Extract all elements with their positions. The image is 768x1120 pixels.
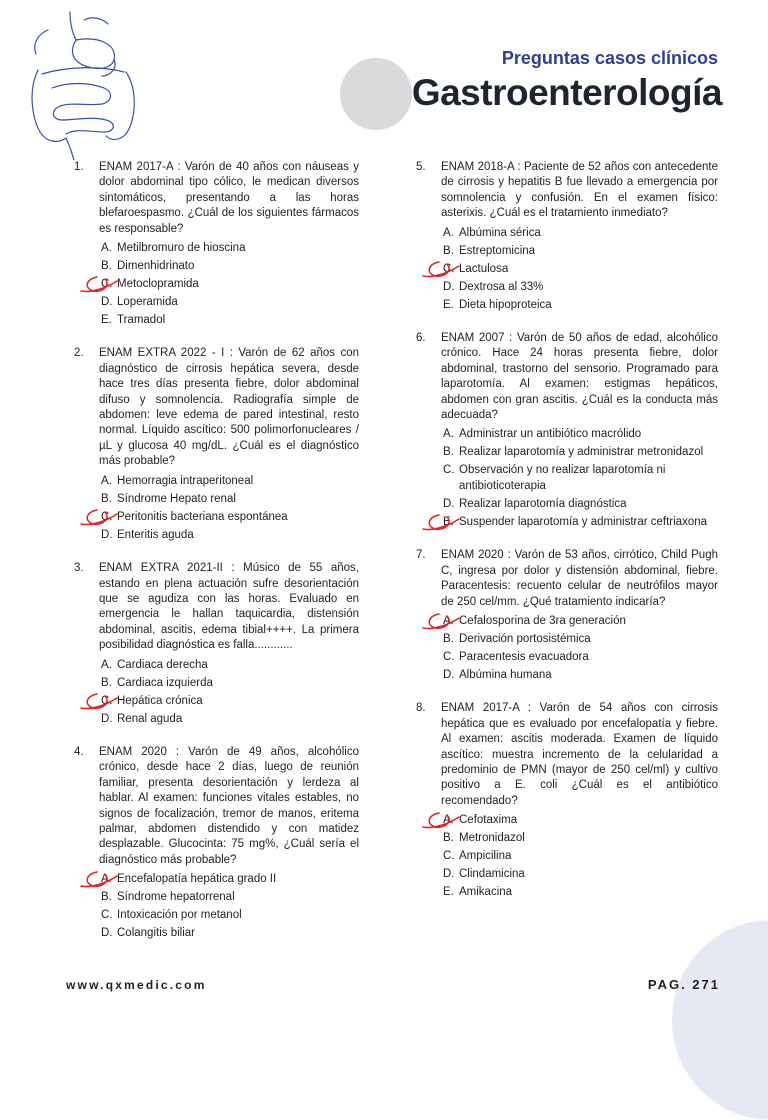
option-letter: C. [443,850,455,863]
option-text: Cefotaxima [459,814,518,827]
page-subtitle: Preguntas casos clínicos [501,48,718,68]
question-number: 4. [74,745,84,758]
option-text: Realizar laparotomía diagnóstica [459,497,627,510]
option-letter: E. [101,314,112,327]
option-letter: B. [443,244,454,257]
answer-option [101,872,359,887]
option-letter: A. [101,242,112,255]
option-letter: E. [443,298,454,311]
option-text: Síndrome hepatorrenal [117,891,235,904]
option-letter: D. [101,927,113,940]
option-letter: A. [443,428,454,441]
question-item [416,331,718,530]
answer-option [101,926,359,941]
answer-option [443,445,718,460]
question-item [74,561,359,727]
answer-option [101,676,359,691]
options-list [443,813,718,900]
answer-option [443,515,718,530]
option-text: Tramadol [117,314,166,327]
option-letter: A. [101,658,112,671]
question-text: ENAM 2018-A : Paciente de 52 años con antecedente de cirrosis y hepatitis B fue llevado a emergencia por somnolencia y confusión. En el examen físico: asterixis. ¿Cuál es el tratamiento inmediato? [441,161,718,220]
option-text: Clindamicina [459,868,525,881]
right-column [416,160,718,919]
answer-option [101,241,359,256]
option-letter: E. [443,515,454,528]
question-text: ENAM EXTRA 2022 - I : Varón de 62 años con diagnóstico de cirrosis hepática severa, desde hace tres días presenta fiebre, dolor abdominal difuso y somnolencia. Radiografía simple de abdomen: leve edema de pared intestinal, resto normal. Líquido ascítico: 500 polimorfonucleares /µL y glucosa 40 mg/dL. ¿Cuál es el diagnóstico más probable? [99,347,359,468]
option-letter: C. [443,262,455,275]
answer-option [443,463,718,494]
question-text: ENAM 2020 : Varón de 49 años, alcohólico crónico, desde hace 2 días, luego de reunión familiar, presenta desorientación y lerdeza al hablar. Al examen: funciones vitales estables, no signos de focalización, tremor de manos, eritema palmar, abdomen distendido y con matidez desplazable. Glucocinta: 75 mg%, ¿Cuál sería el diagnóstico más probable? [99,745,359,866]
option-text: Intoxicación por metanol [117,909,242,922]
option-letter: C. [101,909,113,922]
option-text: Hemorragia intraperitoneal [117,474,254,487]
option-letter: D. [101,712,113,725]
answer-option [101,259,359,274]
option-letter: E. [443,886,454,899]
option-letter: B. [443,832,454,845]
answer-option [101,492,359,507]
question-text: ENAM 2017-A : Varón de 40 años con náuseas y dolor abdominal tipo cólico, le medican diversos sintomáticos, presentando a las horas blefaroespasmo. ¿Cuál de los siguientes fármacos es responsable? [99,161,359,235]
option-text: Metoclopramida [117,278,199,291]
answer-option [443,813,718,828]
option-text: Amikacina [459,886,513,899]
question-number: 2. [74,347,84,360]
page-number: PAG. 271 [647,977,720,992]
option-text: Encefalopatía hepática grado II [117,873,277,886]
answer-option [101,528,359,543]
footer-website[interactable]: www.qxmedic.com [66,978,207,992]
question-item [74,745,359,942]
answer-option [101,510,359,525]
option-letter: C. [443,650,455,663]
option-letter: D. [101,528,113,541]
option-text: Metronidazol [459,832,525,845]
option-letter: A. [101,474,112,487]
answer-option [101,712,359,727]
options-list [443,427,718,530]
option-letter: A. [443,814,454,827]
option-letter: D. [443,497,455,510]
options-list [101,241,359,328]
option-text: Cardiaca derecha [117,658,208,671]
left-column [74,160,359,960]
question-number: 3. [74,562,84,575]
option-text: Paracentesis evacuadora [459,650,589,663]
option-text: Cardiaca izquierda [117,676,213,689]
answer-option [443,497,718,512]
answer-option [443,262,718,277]
question-item [416,160,718,313]
option-text: Renal aguda [117,712,183,725]
title-decoration-circle [340,58,412,130]
option-letter: A. [443,614,454,627]
options-list [101,658,359,727]
option-letter: C. [101,278,113,291]
option-text: Realizar laparotomía y administrar metronidazol [459,446,704,459]
option-letter: B. [101,891,112,904]
options-list [443,226,718,313]
question-number: 8. [416,702,426,715]
answer-option [443,849,718,864]
option-letter: B. [101,676,112,689]
question-text: ENAM 2007 : Varón de 50 años de edad, alcohólico crónico. Hace 24 horas presenta fiebre, dolor abdominal, trastorno del sensorio. Programado para laparotomía. Al examen: estigmas hepáticos, abdomen con gran ascitis. ¿Cuál es la conducta más adecuada? [441,332,718,422]
option-text: Albúmina sérica [459,226,541,239]
option-text: Administrar un antibiótico macrólido [459,428,642,441]
option-text: Ampicilina [459,850,512,863]
question-item [416,701,718,900]
answer-option [101,908,359,923]
answer-option [101,658,359,673]
digestive-system-icon [18,10,148,160]
question-item [416,548,718,683]
option-text: Hepática crónica [117,694,203,707]
option-text: Enteritis aguda [117,528,194,541]
option-letter: D. [443,668,455,681]
option-text: Lactulosa [459,262,509,275]
answer-option [101,295,359,310]
option-text: Suspender laparotomía y administrar ceftriaxona [459,515,708,528]
option-text: Dextrosa al 33% [459,280,544,293]
question-text: ENAM 2017-A : Varón de 54 años con cirrosis hepática que es evaluado por encefalopatía y fiebre. Al examen: ascitis moderada. Examen de líquido ascítico: muestra incremento de la celularidad a predominio de PMN (mayor de 250 cel/ml) y cultivo positivo a E. coli ¿Cuál es el antibiótico recomendado? [441,702,718,807]
option-letter: B. [101,260,112,273]
question-number: 7. [416,549,426,562]
answer-option [101,694,359,709]
option-letter: D. [101,296,113,309]
option-text: Peritonitis bacteriana espontánea [117,510,288,523]
option-letter: C. [443,464,455,477]
answer-option [443,650,718,665]
options-list [443,614,718,683]
answer-option [443,427,718,442]
answer-option [443,226,718,241]
question-text: ENAM 2020 : Varón de 53 años, cirrótico, Child Pugh C, ingresa por dolor y distensión abdominal, fiebre. Paracentesis: recuento celular de neutrófilos mayor de 250 cel/mm. ¿Qué tratamiento indicaría? [441,549,718,608]
option-letter: A. [101,873,112,886]
answer-option [101,890,359,905]
option-letter: C. [101,694,113,707]
option-letter: B. [443,632,454,645]
corner-decoration-circle [672,920,768,1120]
answer-option [443,280,718,295]
option-letter: B. [443,446,454,459]
answer-option [443,831,718,846]
question-item [74,346,359,543]
answer-option [443,885,718,900]
option-text: Metilbromuro de hioscina [117,242,246,255]
question-item [74,160,359,328]
question-number: 1. [74,161,84,173]
answer-option [101,313,359,328]
option-text: Derivación portosistémica [459,632,591,645]
answer-option [101,277,359,292]
option-text: Dimenhidrinato [117,260,195,273]
option-text: Estreptomicina [459,244,536,257]
answer-option [443,668,718,683]
option-text: Colangitis biliar [117,927,195,940]
option-text: Dieta hipoproteica [459,298,552,311]
answer-option [443,244,718,259]
option-text: Cefalosporina de 3ra generación [459,614,626,627]
option-text: Loperamida [117,296,178,309]
option-text: Síndrome Hepato renal [117,492,236,505]
answer-option [101,474,359,489]
option-letter: B. [101,492,112,505]
options-list [101,474,359,543]
question-number: 5. [416,161,426,173]
option-letter: D. [443,868,455,881]
option-letter: C. [101,510,113,523]
option-letter: A. [443,226,454,239]
option-letter: D. [443,280,455,293]
option-text: Observación y no realizar laparotomía ni antibioticoterapia [459,464,666,492]
answer-option [443,867,718,882]
answer-option [443,614,718,629]
question-text: ENAM EXTRA 2021-II : Músico de 55 años, estando en plena actuación sufre desorientación que se agudiza con las horas. Evaluado en emergencia le hallan taquicardia, distensión abdominal, ascitis, edema tibial++++. La primera posibilidad diagnóstica es falla............ [99,562,359,652]
answer-option [443,298,718,313]
options-list [101,872,359,941]
option-text: Albúmina humana [459,668,552,681]
answer-option [443,632,718,647]
question-number: 6. [416,332,426,345]
page-title: Gastroenterología [411,72,722,113]
